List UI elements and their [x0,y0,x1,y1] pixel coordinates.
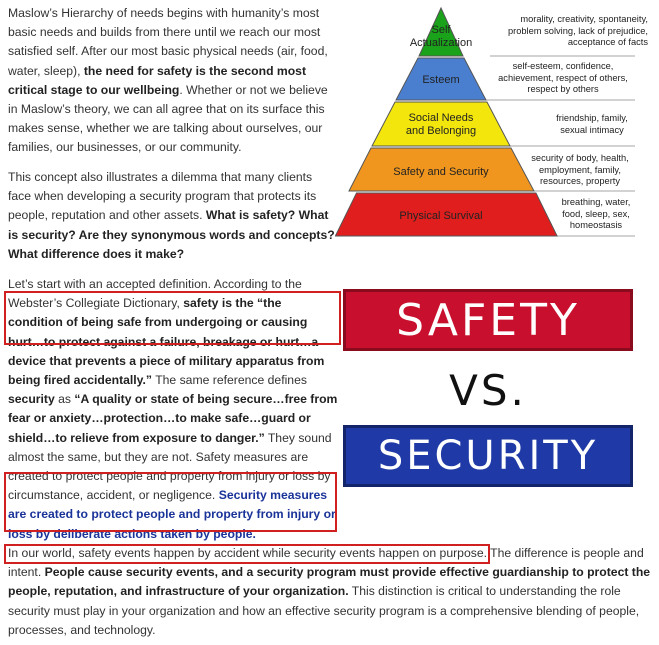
safety-banner [343,289,633,351]
security-word: security [8,392,55,407]
pyramid-desc-safety: security of body, health, employment, family, resources, property [531,153,629,186]
definition-text-3: as [54,392,75,407]
pyramid-label-safety: Safety and Security [393,166,489,178]
safety-definition: safety is the “the condition of being safe from undergoing or causing hurt…to protect against a failure, breakage or hurt…a device that prevents a piece of military apparatus from being fired accidentally.” [8,296,325,388]
pyramid-label-social: Social Needs and Belonging [405,112,477,137]
security-measures-highlight: Security measures are created to protect people and property from injury or loss by deliberate actions taken by people. [8,488,336,541]
security-measures-highlight-box [4,472,337,532]
conclusion-text: . The difference is people and intent. [8,546,644,580]
pyramid-label-self-actualization: Self Actualization [409,24,473,49]
security-definition: “A quality or state of being secure…free from fear or anxiety…protection…to make safe…guard or shield…to relieve from exposure to danger.” [8,392,338,445]
security-banner [343,425,633,487]
concept-paragraph [8,168,338,264]
definition-text-2: The same reference defines [152,373,307,388]
pyramid-desc-social: friendship, family, sexual intimacy [556,113,628,135]
definition-text-4: They sound almost the same, but they are not. Safety measures are created to protect people and property from injury or loss by circumstance, accident, or negligence. [8,430,332,503]
vs-text: VS. [449,365,527,415]
pyramid-level-social [372,102,510,146]
intro-paragraph [8,4,338,158]
pyramid-label-esteem: Esteem [422,74,460,86]
pyramid-label-physical: Physical Survival [399,210,483,222]
pyramid-desc-self-actualization: morality, creativity, spontaneity, problem solving, lack of prejudice, acceptance of facts [507,14,648,47]
security-banner-text: SECURITY [377,433,599,479]
intro-text-2: . Whether or not we believe in Maslow’s theory, we can all agree that on its surface this makes sense, whether we are talking about ourselves, our families, our businesses, or our community. [8,82,328,155]
definition-intro: Let’s start with an accepted definition. According to the Webster’s Collegiate Dictionary, [8,277,302,311]
concept-text: This concept also illustrates a dilemma that many clients face when developing a security program that protects its people, reputation and other assets. [8,170,317,223]
conclusion-bold: People cause security events, and a security program must provide effective guardianship to protect the people, reputation, and infrastructure of your organization. [8,565,651,599]
pyramid-desc-physical: breathing, water, food, sleep, sex, homeostasis [561,197,631,230]
vs-label [343,362,633,418]
concept-questions: What is safety? What is security? Are they synonymous words and concepts? What difference does it make? [8,208,335,261]
conclusion-text-2: This distinction is critical to understanding the role security must play in your organization and how an effective security program is a comprehensive blending of people, processes, and technology. [8,584,640,637]
intro-text: Maslow’s Hierarchy of needs begins with humanity’s most basic needs and builds from there until we reach our most satisfied self. After our most basic physical needs (air, food, water, sleep), [8,6,328,78]
conclusion-paragraph [8,544,653,640]
conclusion-highlight-text: In our world, safety events happen by accident while security events happen on purpose [8,546,484,560]
pyramid-desc-esteem: self-esteem, confidence, achievement, respect of others, respect by others [498,61,628,94]
safety-definition-highlight-box [4,291,341,345]
intro-bold: the need for safety is the second most critical stage to our wellbeing [8,63,307,97]
safety-banner-text: SAFETY [396,294,580,346]
